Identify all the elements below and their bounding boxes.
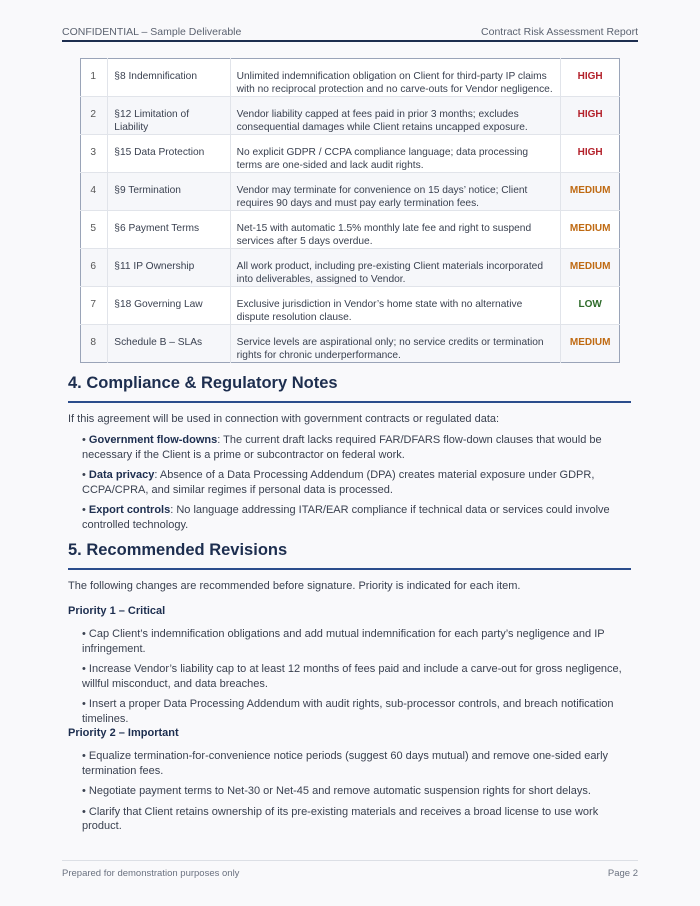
description-cell: Exclusive jurisdiction in Vendor’s home state with no alternative dispute resolution clause. — [230, 287, 561, 325]
description-cell: Vendor may terminate for convenience on 15 days’ notice; Client requires 90 days and must pay early termination fees. — [230, 173, 561, 211]
table-row — [81, 59, 620, 97]
bullet-text: : Absence of a Data Processing Addendum (DPA) creates material exposure under GDPR, CCPA/CPRA, and similar regimes if personal data is processed. — [82, 469, 595, 496]
priority-2-list — [82, 749, 627, 840]
description-cell: No explicit GDPR / CCPA compliance language; data processing terms are one-sided and lack audit rights. — [230, 135, 561, 173]
row-number: 2 — [81, 97, 108, 135]
list-item-text: Negotiate payment terms to Net-30 or Net-45 and remove automatic suspension rights for short delays. — [88, 785, 591, 797]
severity-badge: HIGH — [561, 97, 620, 135]
table-row — [81, 211, 620, 249]
page-footer — [62, 860, 638, 879]
list-item: • Insert a proper Data Processing Addendum with audit rights, sub-processor controls, and breach notification timelines. — [82, 698, 614, 725]
description-cell: Service levels are aspirational only; no service credits or termination rights for chronic underperformance. — [230, 325, 561, 363]
bullet-label: Export controls — [88, 504, 171, 516]
bullet-label: Data privacy — [88, 469, 155, 481]
list-item: • Negotiate payment terms to Net-30 or Net-45 and remove automatic suspension rights for short delays. — [82, 785, 591, 797]
table-row — [81, 325, 620, 363]
list-item: • Clarify that Client retains ownership of its pre-existing materials and receives a broad license to use work product. — [82, 805, 599, 832]
priority-1-list — [82, 627, 627, 732]
clause-cell: §18 Governing Law — [108, 287, 230, 325]
list-item: • Cap Client’s indemnification obligations and add mutual indemnification for each party’s negligence and IP infringement. — [82, 628, 605, 655]
row-number: 3 — [81, 135, 108, 173]
page-number: Page 2 — [607, 868, 638, 879]
priority-2-heading: Priority 2 – Important — [68, 727, 179, 739]
severity-badge: MEDIUM — [561, 211, 620, 249]
clause-cell: §15 Data Protection — [108, 135, 230, 173]
list-item-text: Equalize termination-for-convenience notice periods (suggest 60 days mutual) and remove one-sided early termination fees. — [82, 750, 609, 777]
clause-cell: §9 Termination — [108, 173, 230, 211]
row-number: 6 — [81, 249, 108, 287]
list-item-text: Clarify that Client retains ownership of its pre-existing materials and receives a broad license to use work product. — [82, 805, 599, 832]
section-4-intro: If this agreement will be used in connection with government contracts or regulated data: — [68, 413, 500, 425]
severity-badge: MEDIUM — [561, 325, 620, 363]
description-cell: All work product, including pre-existing Client materials incorporated into deliverables, assigned to Vendor. — [230, 249, 561, 287]
list-item: • Export controls: No language addressing ITAR/EAR compliance if technical data or services could involve controlled technology. — [82, 504, 610, 531]
severity-badge: MEDIUM — [561, 173, 620, 211]
section-5-heading: 5. Recommended Revisions — [68, 541, 631, 570]
clause-cell: §8 Indemnification — [108, 59, 230, 97]
table-row — [81, 287, 620, 325]
bullet-text: : No language addressing ITAR/EAR compliance if technical data or services could involve controlled technology. — [82, 504, 610, 531]
page-header — [62, 20, 638, 42]
confidentiality-label: CONFIDENTIAL – Sample Deliverable — [62, 26, 242, 38]
priority-1-heading: Priority 1 – Critical — [68, 605, 166, 617]
section-5-intro: The following changes are recommended before signature. Priority is indicated for each item. — [68, 580, 521, 592]
clause-cell: Schedule B – SLAs — [108, 325, 230, 363]
list-item: • Government flow-downs: The current draft lacks required FAR/DFARS flow-down clauses that would be necessary if the Client is a prime or subcontractor on federal work. — [82, 434, 602, 461]
row-number: 4 — [81, 173, 108, 211]
list-item-text: Cap Client’s indemnification obligations and add mutual indemnification for each party’s negligence and IP infringement. — [82, 628, 605, 655]
clause-cell: §6 Payment Terms — [108, 211, 230, 249]
bullet-label: Government flow-downs — [88, 434, 218, 446]
footer-note: Prepared for demonstration purposes only — [62, 868, 240, 879]
table-row — [81, 135, 620, 173]
section-4-heading: 4. Compliance & Regulatory Notes — [68, 374, 631, 403]
row-number: 7 — [81, 287, 108, 325]
description-cell: Vendor liability capped at fees paid in prior 3 months; excludes consequential damages while Client retains uncapped exposure. — [230, 97, 561, 135]
severity-badge: HIGH — [561, 135, 620, 173]
risk-table — [80, 58, 620, 363]
bullet-text: : The current draft lacks required FAR/DFARS flow-down clauses that would be necessary if the Client is a prime or subcontractor on federal work. — [82, 434, 602, 461]
description-cell: Unlimited indemnification obligation on Client for third-party IP claims with no reciprocal protection and no carve-outs for Vendor negligence. — [236, 71, 553, 95]
row-number: 1 — [90, 71, 96, 82]
report-title: Contract Risk Assessment Report — [481, 26, 638, 38]
row-number: 8 — [81, 325, 108, 363]
table-row — [81, 97, 620, 135]
list-item: • Data privacy: Absence of a Data Processing Addendum (DPA) creates material exposure under GDPR, CCPA/CPRA, and similar regimes if personal data is processed. — [82, 469, 595, 496]
table-row — [81, 173, 620, 211]
severity-badge: HIGH — [561, 59, 620, 97]
clause-cell: §11 IP Ownership — [108, 249, 230, 287]
table-row — [81, 249, 620, 287]
description-cell: Net-15 with automatic 1.5% monthly late fee and right to suspend services after 5 days overdue. — [230, 211, 561, 249]
list-item: • Equalize termination-for-convenience notice periods (suggest 60 days mutual) and remove one-sided early termination fees. — [82, 750, 609, 777]
severity-badge: MEDIUM — [561, 249, 620, 287]
list-item-text: Increase Vendor’s liability cap to at least 12 months of fees paid and include a carve-out for gross negligence, willful misconduct, and data breaches. — [82, 663, 622, 690]
list-item-text: Insert a proper Data Processing Addendum with audit rights, sub-processor controls, and breach notification timelines. — [82, 698, 614, 725]
compliance-bullet-list — [82, 433, 627, 538]
list-item: • Increase Vendor’s liability cap to at least 12 months of fees paid and include a carve-out for gross negligence, willful misconduct, and data breaches. — [82, 663, 622, 690]
clause-cell: §12 Limitation of Liability — [108, 97, 230, 135]
row-number: 5 — [81, 211, 108, 249]
severity-badge: LOW — [561, 287, 620, 325]
